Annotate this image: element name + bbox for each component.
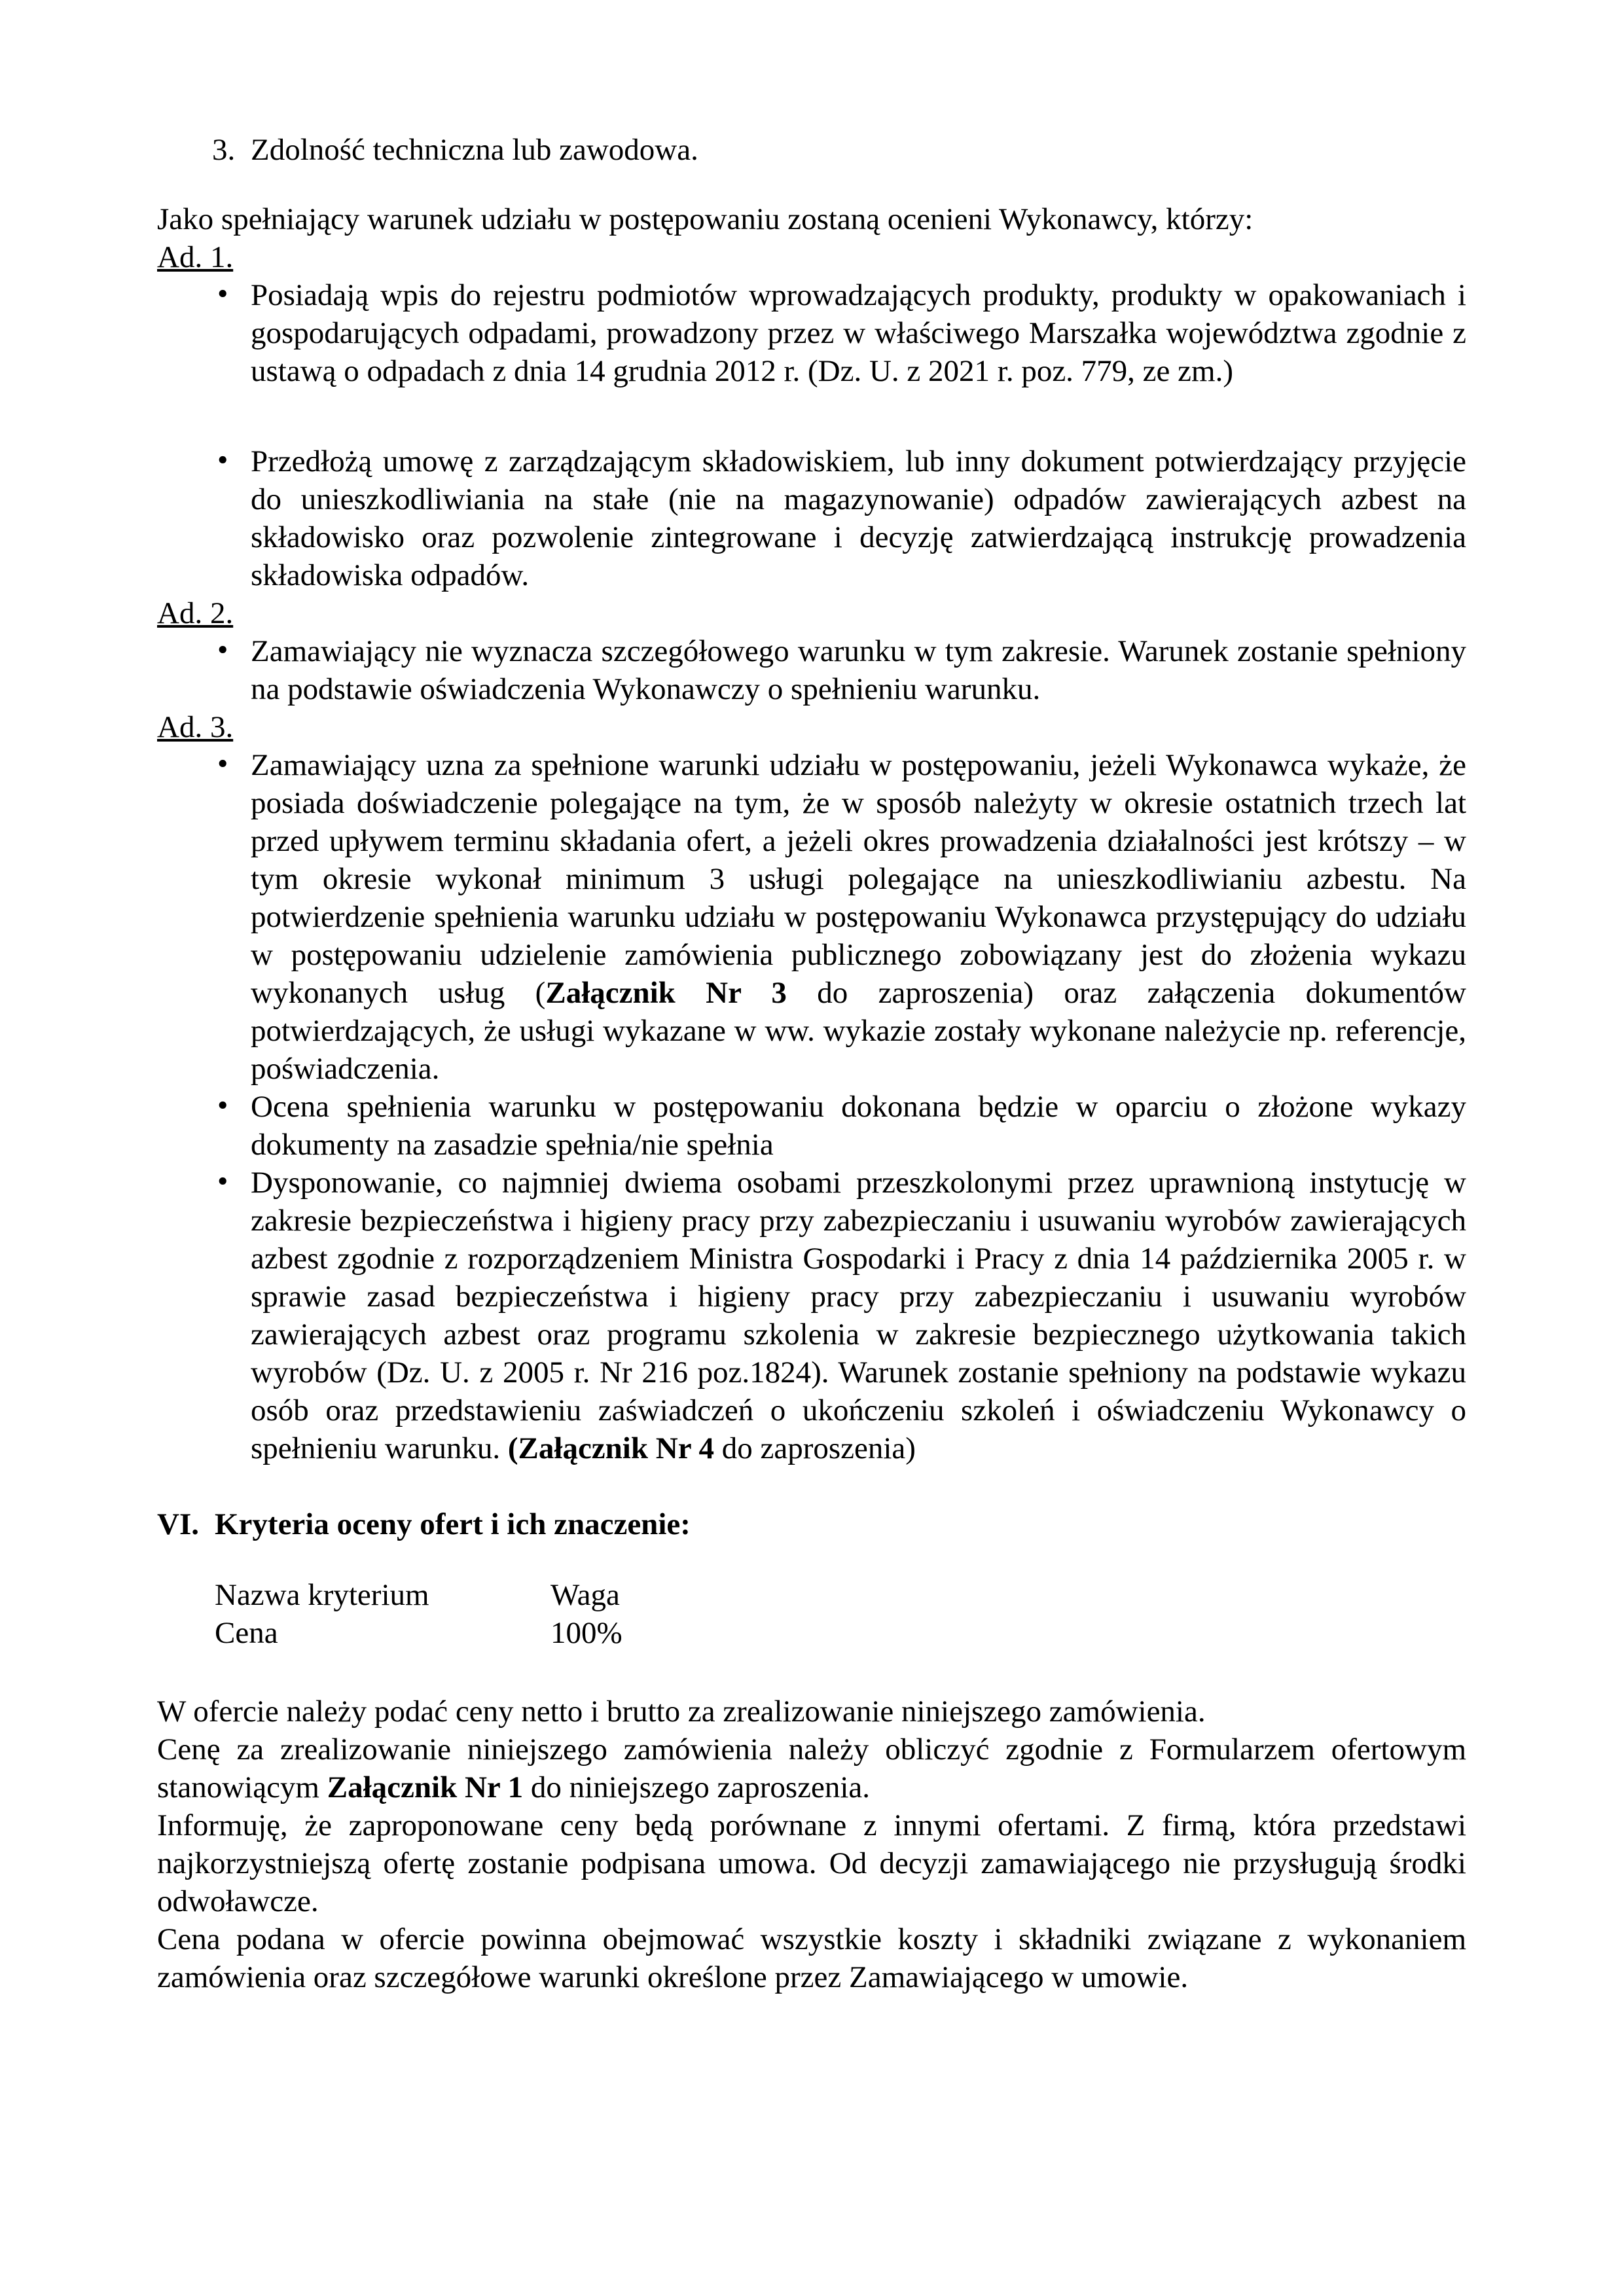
bullet-marker: • <box>217 1088 228 1122</box>
ad1-label-text: Ad. 1. <box>157 240 234 274</box>
ad3-bullet-1-text <box>251 748 1466 1086</box>
criteria-header-row <box>157 1576 1466 1614</box>
closing-paragraph-4: Cena podana w ofercie powinna obejmować wszystkie koszty i składniki związane z wykonaniem zamówienia oraz szczegółowe warunki określone przez Zamawiającego w umowie. <box>157 1922 1466 1994</box>
bold-text-run: Załącznik Nr 1 <box>327 1770 524 1804</box>
bullet-marker: • <box>217 443 228 477</box>
criteria-heading-text: Kryteria oceny ofert i ich znaczenie: <box>215 1507 691 1541</box>
intro-paragraph: Jako spełniający warunek udziału w postępowaniu zostaną ocenieni Wykonawcy, którzy: <box>157 202 1254 236</box>
ad3-bullet-3-text <box>251 1166 1466 1465</box>
text-run: do zaproszenia) oraz załączenia dokumentów potwierdzających, że usługi wykazane w ww. wykazie zostały wykonane należycie np. referencje, poświadczenia. <box>251 976 1467 1086</box>
closing-paragraph-3: Informuję, że zaproponowane ceny będą porównane z innymi ofertami. Z firmą, która przedstawi najkorzystniejszą ofertę zostanie podpisana umowa. Od decyzji zamawiającego nie przysługują środki odwoławcze. <box>157 1808 1466 1918</box>
closing-paragraph-2 <box>157 1731 1466 1806</box>
text-run: Zamawiający uzna za spełnione warunki udziału w postępowaniu, jeżeli Wykonawca wykaże, że posiada doświadczenie polegające na tym, że w sposób należyty w okresie ostatnich trzech lat przed upływem terminu składania ofert, a jeżeli okres prowadzenia działalności jest krótszy – w tym okresie wykonał minimum 3 usługi polegające na unieszkodliwianiu azbestu. Na potwierdzenie spełnienia warunku udziału w postępowaniu Wykonawca przystępujący do udziału w postępowaniu udzielenie zamówienia publicznego zobowiązany jest do złożenia wykazu wykonanych usług ( <box>251 748 1466 1010</box>
criteria-column-name: Nazwa kryterium <box>215 1578 429 1612</box>
bullet-marker: • <box>217 747 228 781</box>
text-run: Dysponowanie, co najmniej dwiema osobami przeszkolonymi przez uprawnioną instytucję w zakresie bezpieczeństwa i higieny pracy przy zabezpieczaniu i usuwaniu wyrobów zawierających azbest zgodnie z rozporządzeniem Ministra Gospodarki i Pracy z dnia 14 października 2005 r. w sprawie zasad bezpieczeństwa i higieny pracy przy zabezpieczaniu i usuwaniu wyrobów zawierających azbest oraz programu szkolenia w zakresie bezpiecznego użytkowania takich wyrobów (Dz. U. z 2005 r. Nr 216 poz.1824). Warunek zostanie spełniony na podstawie wykazu osób oraz przedstawieniu zaświadczeń o ukończeniu szkoleń i oświadczeniu Wykonawcy o spełnieniu warunku. <box>251 1166 1466 1465</box>
ad1-bullet-1 <box>157 276 1466 390</box>
ad2-label <box>157 594 1466 632</box>
section-3-number: 3. <box>212 133 236 167</box>
criteria-table <box>157 1576 1466 1652</box>
ad2-bullet-1-text: Zamawiający nie wyznacza szczegółowego warunku w tym zakresie. Warunek zostanie spełniony na podstawie oświadczenia Wykonawczy o spełnieniu warunku. <box>251 634 1466 706</box>
bullet-marker: • <box>217 1164 228 1198</box>
closing-paragraph-1: W ofercie należy podać ceny netto i brutto za zrealizowanie niniejszego zamówienia. <box>157 1695 1206 1729</box>
ad1-bullet-1-text: Posiadają wpis do rejestru podmiotów wprowadzających produkty, produkty w opakowaniach i gospodarujących odpadami, prowadzony przez w właściwego Marszałka województwa zgodnie z ustawą o odpadach z dnia 14 grudnia 2012 r. (Dz. U. z 2021 r. poz. 779, ze zm.) <box>251 278 1466 388</box>
ad3-bullet-2 <box>157 1088 1466 1164</box>
text-run: Cenę za zrealizowanie niniejszego zamówienia należy obliczyć zgodnie z Formularzem ofertowym stanowiącym <box>157 1732 1466 1804</box>
closing-section <box>157 1693 1466 1996</box>
criteria-column-weight: Waga <box>550 1578 620 1612</box>
ad1-bullet-2-text: Przedłożą umowę z zarządzającym składowiskiem, lub inny dokument potwierdzający przyjęcie do unieszkodliwiania na stałe (nie na magazynowanie) odpadów zawierających azbest na składowisko oraz pozwolenie zintegrowane i decyzję zatwierdzającą instrukcję prowadzenia składowiska odpadów. <box>251 444 1466 592</box>
ad3-bullet-1 <box>157 746 1466 1088</box>
bullet-marker: • <box>217 277 228 311</box>
criteria-heading <box>157 1505 1466 1543</box>
criteria-data-row <box>157 1614 1466 1652</box>
criteria-heading-number: VI. <box>157 1507 199 1541</box>
ad3-bullet-3 <box>157 1164 1466 1467</box>
bold-text-run: Załącznik Nr 3 <box>545 976 787 1010</box>
ad1-bullet-2 <box>157 442 1466 594</box>
ad3-bullet-2-text: Ocena spełnienia warunku w postępowaniu dokonana będzie w oparciu o złożone wykazy dokumenty na zasadzie spełnia/nie spełnia <box>251 1090 1466 1162</box>
bullet-marker: • <box>217 633 228 667</box>
ad3-label <box>157 708 1466 746</box>
ad2-label-text: Ad. 2. <box>157 596 234 630</box>
ad2-bullet-1 <box>157 632 1466 708</box>
criteria-cell-value: 100% <box>550 1616 623 1650</box>
criteria-cell-name: Cena <box>215 1616 278 1650</box>
text-run: do zaproszenia) <box>713 1431 916 1465</box>
bold-text-run: (Załącznik Nr 4 <box>507 1431 714 1465</box>
section-3-title: Zdolność techniczna lub zawodowa. <box>251 133 698 167</box>
ad1-label <box>157 238 1466 276</box>
section-3-heading <box>157 131 1466 169</box>
text-run: do niniejszego zaproszenia. <box>523 1770 871 1804</box>
ad3-label-text: Ad. 3. <box>157 710 234 744</box>
